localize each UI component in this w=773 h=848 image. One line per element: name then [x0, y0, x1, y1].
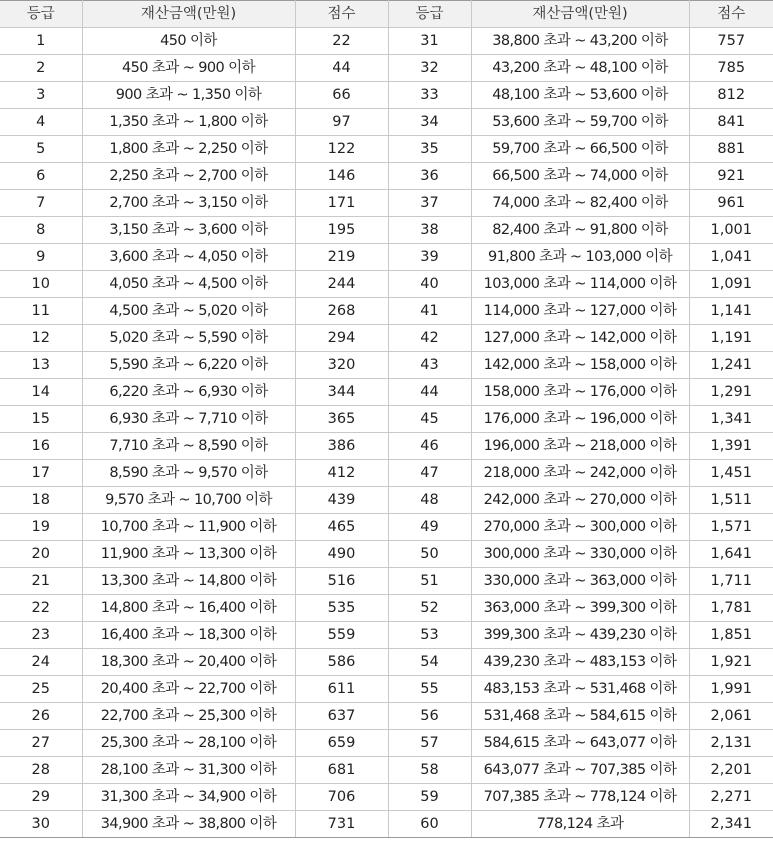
grade-cell-right: 41	[388, 298, 471, 325]
amount-cell-right: 778,124 초과	[471, 811, 689, 838]
amount-cell-right: 43,200 초과 ~ 48,100 이하	[471, 55, 689, 82]
score-cell-left: 611	[295, 676, 388, 703]
grade-cell-right: 55	[388, 676, 471, 703]
header-score-left: 점수	[295, 1, 388, 28]
score-cell-left: 122	[295, 136, 388, 163]
grade-cell-right: 53	[388, 622, 471, 649]
amount-cell-left: 900 초과 ~ 1,350 이하	[82, 82, 295, 109]
score-cell-right: 2,271	[689, 784, 773, 811]
grade-cell-left: 28	[0, 757, 82, 784]
grade-cell-right: 40	[388, 271, 471, 298]
score-cell-left: 44	[295, 55, 388, 82]
amount-cell-right: 176,000 초과 ~ 196,000 이하	[471, 406, 689, 433]
grade-cell-right: 35	[388, 136, 471, 163]
table-row	[0, 757, 773, 784]
amount-cell-right: 363,000 초과 ~ 399,300 이하	[471, 595, 689, 622]
amount-cell-left: 5,590 초과 ~ 6,220 이하	[82, 352, 295, 379]
table-row	[0, 163, 773, 190]
grade-cell-left: 7	[0, 190, 82, 217]
grade-cell-left: 14	[0, 379, 82, 406]
grade-cell-left: 20	[0, 541, 82, 568]
grade-cell-left: 16	[0, 433, 82, 460]
score-cell-left: 559	[295, 622, 388, 649]
amount-cell-left: 1,800 초과 ~ 2,250 이하	[82, 136, 295, 163]
score-cell-left: 706	[295, 784, 388, 811]
grade-cell-right: 33	[388, 82, 471, 109]
score-cell-left: 490	[295, 541, 388, 568]
table-row	[0, 676, 773, 703]
score-cell-left: 439	[295, 487, 388, 514]
amount-cell-right: 66,500 초과 ~ 74,000 이하	[471, 163, 689, 190]
amount-cell-left: 6,220 초과 ~ 6,930 이하	[82, 379, 295, 406]
amount-cell-left: 7,710 초과 ~ 8,590 이하	[82, 433, 295, 460]
amount-cell-left: 11,900 초과 ~ 13,300 이하	[82, 541, 295, 568]
table-row	[0, 109, 773, 136]
grade-cell-right: 38	[388, 217, 471, 244]
score-cell-right: 1,341	[689, 406, 773, 433]
score-cell-right: 785	[689, 55, 773, 82]
amount-cell-left: 3,150 초과 ~ 3,600 이하	[82, 217, 295, 244]
grade-cell-left: 18	[0, 487, 82, 514]
score-cell-left: 365	[295, 406, 388, 433]
score-cell-left: 659	[295, 730, 388, 757]
amount-cell-left: 6,930 초과 ~ 7,710 이하	[82, 406, 295, 433]
grade-cell-left: 5	[0, 136, 82, 163]
grade-cell-left: 24	[0, 649, 82, 676]
amount-cell-right: 48,100 초과 ~ 53,600 이하	[471, 82, 689, 109]
amount-cell-left: 3,600 초과 ~ 4,050 이하	[82, 244, 295, 271]
amount-cell-left: 34,900 초과 ~ 38,800 이하	[82, 811, 295, 838]
amount-cell-right: 59,700 초과 ~ 66,500 이하	[471, 136, 689, 163]
grade-cell-right: 31	[388, 28, 471, 55]
amount-cell-left: 2,700 초과 ~ 3,150 이하	[82, 190, 295, 217]
score-cell-left: 681	[295, 757, 388, 784]
score-cell-left: 22	[295, 28, 388, 55]
grade-cell-left: 23	[0, 622, 82, 649]
score-cell-right: 1,091	[689, 271, 773, 298]
amount-cell-left: 22,700 초과 ~ 25,300 이하	[82, 703, 295, 730]
score-cell-left: 637	[295, 703, 388, 730]
score-cell-left: 320	[295, 352, 388, 379]
table-row	[0, 730, 773, 757]
grade-cell-left: 21	[0, 568, 82, 595]
table-row	[0, 703, 773, 730]
grade-cell-right: 48	[388, 487, 471, 514]
grade-cell-left: 17	[0, 460, 82, 487]
score-cell-right: 757	[689, 28, 773, 55]
table-row	[0, 244, 773, 271]
score-cell-right: 921	[689, 163, 773, 190]
table-row	[0, 595, 773, 622]
score-cell-right: 841	[689, 109, 773, 136]
amount-cell-left: 5,020 초과 ~ 5,590 이하	[82, 325, 295, 352]
amount-cell-right: 38,800 초과 ~ 43,200 이하	[471, 28, 689, 55]
score-cell-left: 294	[295, 325, 388, 352]
table-row	[0, 406, 773, 433]
table-row	[0, 622, 773, 649]
grade-cell-left: 22	[0, 595, 82, 622]
amount-cell-left: 13,300 초과 ~ 14,800 이하	[82, 568, 295, 595]
table-row	[0, 325, 773, 352]
score-cell-left: 344	[295, 379, 388, 406]
grade-cell-right: 32	[388, 55, 471, 82]
table-row	[0, 82, 773, 109]
grade-cell-left: 25	[0, 676, 82, 703]
table-row	[0, 649, 773, 676]
score-cell-right: 1,851	[689, 622, 773, 649]
score-cell-right: 961	[689, 190, 773, 217]
header-grade-right: 등급	[388, 1, 471, 28]
header-amount-left: 재산금액(만원)	[82, 1, 295, 28]
score-cell-left: 535	[295, 595, 388, 622]
score-cell-left: 219	[295, 244, 388, 271]
grade-cell-left: 12	[0, 325, 82, 352]
grade-cell-right: 36	[388, 163, 471, 190]
score-cell-left: 268	[295, 298, 388, 325]
score-cell-right: 2,341	[689, 811, 773, 838]
amount-cell-right: 584,615 초과 ~ 643,077 이하	[471, 730, 689, 757]
score-cell-right: 2,061	[689, 703, 773, 730]
score-cell-right: 1,191	[689, 325, 773, 352]
amount-cell-left: 16,400 초과 ~ 18,300 이하	[82, 622, 295, 649]
amount-cell-right: 707,385 초과 ~ 778,124 이하	[471, 784, 689, 811]
grade-cell-right: 60	[388, 811, 471, 838]
amount-cell-left: 1,350 초과 ~ 1,800 이하	[82, 109, 295, 136]
amount-cell-right: 483,153 초과 ~ 531,468 이하	[471, 676, 689, 703]
amount-cell-left: 4,050 초과 ~ 4,500 이하	[82, 271, 295, 298]
amount-cell-left: 8,590 초과 ~ 9,570 이하	[82, 460, 295, 487]
grade-cell-right: 58	[388, 757, 471, 784]
score-cell-left: 195	[295, 217, 388, 244]
amount-cell-right: 158,000 초과 ~ 176,000 이하	[471, 379, 689, 406]
table-row	[0, 487, 773, 514]
header-amount-right: 재산금액(만원)	[471, 1, 689, 28]
grade-cell-right: 37	[388, 190, 471, 217]
score-cell-left: 465	[295, 514, 388, 541]
score-cell-right: 1,511	[689, 487, 773, 514]
grade-cell-right: 59	[388, 784, 471, 811]
score-cell-left: 386	[295, 433, 388, 460]
amount-cell-right: 300,000 초과 ~ 330,000 이하	[471, 541, 689, 568]
grade-cell-left: 19	[0, 514, 82, 541]
table-row	[0, 190, 773, 217]
score-cell-left: 66	[295, 82, 388, 109]
grade-cell-right: 46	[388, 433, 471, 460]
table-row	[0, 28, 773, 55]
grade-cell-right: 52	[388, 595, 471, 622]
score-cell-right: 1,391	[689, 433, 773, 460]
score-cell-right: 881	[689, 136, 773, 163]
score-cell-right: 1,991	[689, 676, 773, 703]
score-cell-left: 171	[295, 190, 388, 217]
score-cell-right: 1,141	[689, 298, 773, 325]
grade-cell-right: 42	[388, 325, 471, 352]
table-row	[0, 433, 773, 460]
grade-cell-left: 27	[0, 730, 82, 757]
amount-cell-right: 399,300 초과 ~ 439,230 이하	[471, 622, 689, 649]
amount-cell-right: 196,000 초과 ~ 218,000 이하	[471, 433, 689, 460]
grade-cell-left: 29	[0, 784, 82, 811]
amount-cell-left: 9,570 초과 ~ 10,700 이하	[82, 487, 295, 514]
grade-cell-left: 3	[0, 82, 82, 109]
score-cell-left: 516	[295, 568, 388, 595]
amount-cell-right: 82,400 초과 ~ 91,800 이하	[471, 217, 689, 244]
grade-cell-left: 26	[0, 703, 82, 730]
amount-cell-left: 450 초과 ~ 900 이하	[82, 55, 295, 82]
amount-cell-right: 242,000 초과 ~ 270,000 이하	[471, 487, 689, 514]
score-cell-right: 2,201	[689, 757, 773, 784]
table-row	[0, 811, 773, 838]
amount-cell-left: 18,300 초과 ~ 20,400 이하	[82, 649, 295, 676]
score-cell-right: 1,241	[689, 352, 773, 379]
grade-cell-right: 44	[388, 379, 471, 406]
amount-cell-right: 218,000 초과 ~ 242,000 이하	[471, 460, 689, 487]
score-cell-right: 1,781	[689, 595, 773, 622]
amount-cell-left: 20,400 초과 ~ 22,700 이하	[82, 676, 295, 703]
amount-cell-right: 643,077 초과 ~ 707,385 이하	[471, 757, 689, 784]
amount-cell-right: 91,800 초과 ~ 103,000 이하	[471, 244, 689, 271]
score-cell-right: 1,041	[689, 244, 773, 271]
amount-cell-left: 14,800 초과 ~ 16,400 이하	[82, 595, 295, 622]
table-row	[0, 784, 773, 811]
score-cell-left: 146	[295, 163, 388, 190]
table-row	[0, 514, 773, 541]
amount-cell-right: 103,000 초과 ~ 114,000 이하	[471, 271, 689, 298]
score-cell-right: 1,641	[689, 541, 773, 568]
score-cell-left: 412	[295, 460, 388, 487]
amount-cell-left: 4,500 초과 ~ 5,020 이하	[82, 298, 295, 325]
header-grade-left: 등급	[0, 1, 82, 28]
score-cell-left: 97	[295, 109, 388, 136]
table-row	[0, 217, 773, 244]
score-cell-left: 731	[295, 811, 388, 838]
grade-cell-left: 13	[0, 352, 82, 379]
amount-cell-right: 114,000 초과 ~ 127,000 이하	[471, 298, 689, 325]
table-row	[0, 55, 773, 82]
grade-cell-right: 50	[388, 541, 471, 568]
amount-cell-left: 450 이하	[82, 28, 295, 55]
table-row	[0, 352, 773, 379]
grade-cell-left: 2	[0, 55, 82, 82]
table-row	[0, 568, 773, 595]
grade-cell-right: 45	[388, 406, 471, 433]
amount-cell-left: 2,250 초과 ~ 2,700 이하	[82, 163, 295, 190]
table-row	[0, 136, 773, 163]
amount-cell-left: 25,300 초과 ~ 28,100 이하	[82, 730, 295, 757]
score-cell-right: 1,921	[689, 649, 773, 676]
grade-cell-left: 1	[0, 28, 82, 55]
amount-cell-right: 531,468 초과 ~ 584,615 이하	[471, 703, 689, 730]
amount-cell-left: 10,700 초과 ~ 11,900 이하	[82, 514, 295, 541]
grade-cell-left: 30	[0, 811, 82, 838]
grade-cell-right: 49	[388, 514, 471, 541]
grade-cell-left: 8	[0, 217, 82, 244]
table-row	[0, 541, 773, 568]
score-cell-right: 1,451	[689, 460, 773, 487]
amount-cell-right: 127,000 초과 ~ 142,000 이하	[471, 325, 689, 352]
score-cell-right: 1,001	[689, 217, 773, 244]
score-cell-right: 2,131	[689, 730, 773, 757]
score-cell-right: 1,291	[689, 379, 773, 406]
table-row	[0, 460, 773, 487]
grade-cell-right: 34	[388, 109, 471, 136]
score-cell-left: 244	[295, 271, 388, 298]
header-score-right: 점수	[689, 1, 773, 28]
amount-cell-left: 31,300 초과 ~ 34,900 이하	[82, 784, 295, 811]
grade-cell-right: 56	[388, 703, 471, 730]
amount-cell-left: 28,100 초과 ~ 31,300 이하	[82, 757, 295, 784]
table-row	[0, 298, 773, 325]
score-cell-right: 1,711	[689, 568, 773, 595]
table-header-row	[0, 1, 773, 28]
grade-cell-right: 54	[388, 649, 471, 676]
grade-cell-left: 10	[0, 271, 82, 298]
grade-cell-right: 43	[388, 352, 471, 379]
grade-cell-left: 15	[0, 406, 82, 433]
score-cell-left: 586	[295, 649, 388, 676]
grade-cell-right: 51	[388, 568, 471, 595]
grade-cell-left: 9	[0, 244, 82, 271]
score-cell-right: 812	[689, 82, 773, 109]
grade-cell-right: 39	[388, 244, 471, 271]
table-row	[0, 271, 773, 298]
table-row	[0, 379, 773, 406]
amount-cell-right: 330,000 초과 ~ 363,000 이하	[471, 568, 689, 595]
score-cell-right: 1,571	[689, 514, 773, 541]
grade-cell-left: 6	[0, 163, 82, 190]
amount-cell-right: 142,000 초과 ~ 158,000 이하	[471, 352, 689, 379]
amount-cell-right: 439,230 초과 ~ 483,153 이하	[471, 649, 689, 676]
amount-cell-right: 270,000 초과 ~ 300,000 이하	[471, 514, 689, 541]
grade-cell-right: 57	[388, 730, 471, 757]
grade-cell-left: 4	[0, 109, 82, 136]
grade-cell-left: 11	[0, 298, 82, 325]
amount-cell-right: 53,600 초과 ~ 59,700 이하	[471, 109, 689, 136]
grade-cell-right: 47	[388, 460, 471, 487]
amount-cell-right: 74,000 초과 ~ 82,400 이하	[471, 190, 689, 217]
table-body	[0, 28, 773, 838]
